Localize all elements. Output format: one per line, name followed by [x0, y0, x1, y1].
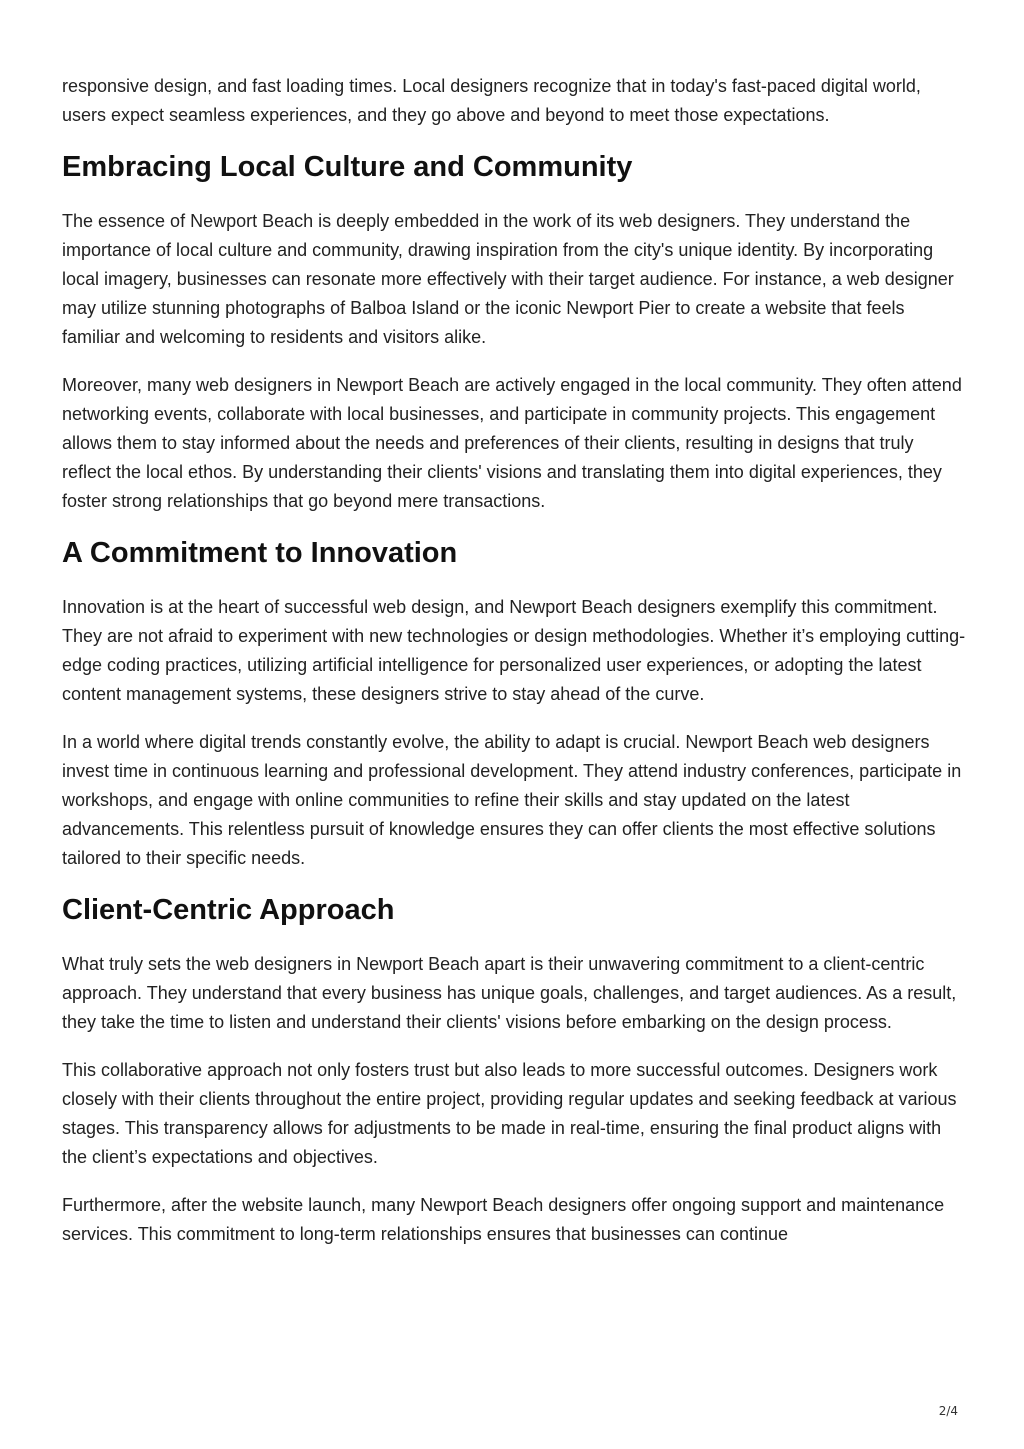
paragraph-intro-continued: responsive design, and fast loading times. Local designers recognize that in today's fast-paced digital world, users expect seamless experiences, and they go above and beyond to meet those expectations. — [62, 76, 921, 125]
paragraph-innovation-2: In a world where digital trends constantly evolve, the ability to adapt is crucial. Newport Beach web designers invest time in continuous learning and professional development. They attend industry conferences, participate in workshops, and engage with online communities to refine their skills and stay updated on the latest advancements. This relentless pursuit of knowledge ensures they can offer clients the most effective solutions tailored to their specific needs. — [62, 732, 962, 868]
paragraph-innovation-1: Innovation is at the heart of successful web design, and Newport Beach designers exemplify this commitment. They are not afraid to experiment with new technologies or design methodologies. Whether it’s employing cutting-edge coding practices, utilizing artificial intelligence for personalized user experiences, or adopting the latest content management systems, these designers strive to stay ahead of the curve. — [62, 597, 966, 704]
heading-innovation: A Commitment to Innovation — [62, 537, 458, 569]
paragraph-client-centric-3: Furthermore, after the website launch, many Newport Beach designers offer ongoing support and maintenance services. This commitment to long-term relationships ensures that businesses can continue — [62, 1195, 945, 1244]
paragraph-client-centric-2: This collaborative approach not only fosters trust but also leads to more successful outcomes. Designers work closely with their clients throughout the entire project, providing regular updates and seeking feedback at various stages. This transparency allows for adjustments to be made in real-time, ensuring the final product aligns with the client’s expectations and objectives. — [62, 1060, 957, 1167]
heading-local-culture: Embracing Local Culture and Community — [62, 151, 633, 183]
heading-client-centric: Client-Centric Approach — [62, 894, 395, 926]
document-body — [62, 72, 967, 1268]
paragraph-local-culture-1: The essence of Newport Beach is deeply embedded in the work of its web designers. They understand the importance of local culture and community, drawing inspiration from the city's unique identity. By incorporating local imagery, businesses can resonate more effectively with their target audience. For instance, a web designer may utilize stunning photographs of Balboa Island or the iconic Newport Pier to create a website that feels familiar and welcoming to residents and visitors alike. — [62, 211, 954, 347]
paragraph-client-centric-1: What truly sets the web designers in Newport Beach apart is their unwavering commitment to a client-centric approach. They understand that every business has unique goals, challenges, and target audiences. As a result, they take the time to listen and understand their clients' visions before embarking on the design process. — [62, 954, 957, 1032]
page-number: 2/4 — [938, 1404, 958, 1418]
paragraph-local-culture-2: Moreover, many web designers in Newport Beach are actively engaged in the local community. They often attend networking events, collaborate with local businesses, and participate in community projects. This engagement allows them to stay informed about the needs and preferences of their clients, resulting in designs that truly reflect the local ethos. By understanding their clients' visions and translating them into digital experiences, they foster strong relationships that go beyond mere transactions. — [62, 375, 962, 511]
